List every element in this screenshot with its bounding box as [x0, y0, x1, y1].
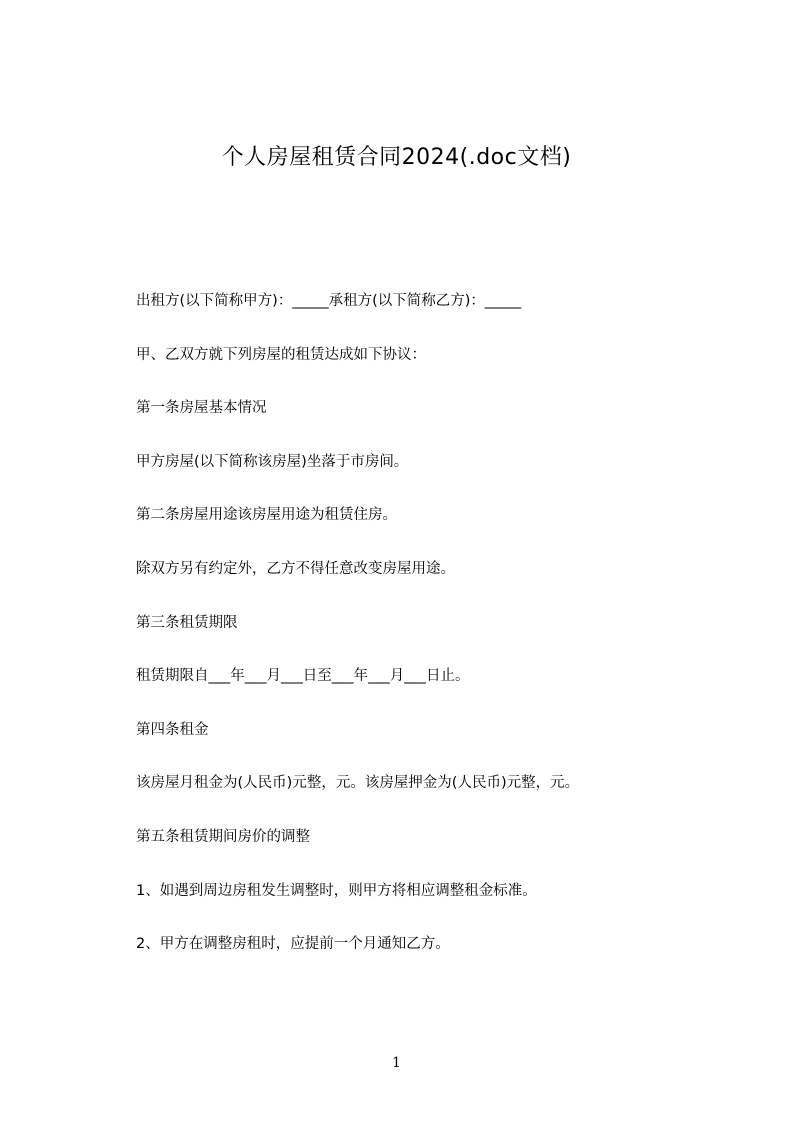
heading-article-5: 第五条租赁期间房价的调整 [136, 828, 310, 845]
document-body [136, 290, 696, 987]
paragraph-lease-term: 租赁期限自___年___月___日至___年___月___日止。 [136, 668, 470, 685]
heading-article-3: 第三条租赁期限 [136, 614, 238, 631]
heading-article-4: 第四条租金 [136, 721, 209, 738]
page-number: 1 [392, 1055, 401, 1071]
document-title: 个人房屋租赁合同2024(.doc文档) [221, 145, 572, 170]
paragraph-agreement-intro: 甲、乙双方就下列房屋的租赁达成如下协议： [136, 346, 426, 363]
paragraph-rent-deposit: 该房屋月租金为(人民币)元整，元。该房屋押金为(人民币)元整，元。 [136, 775, 580, 792]
paragraph-parties: 出租方(以下简称甲方)：_____承租方(以下简称乙方)：_____ [136, 293, 522, 309]
heading-article-1: 第一条房屋基本情况 [136, 400, 267, 417]
paragraph-rent-adjustment-1: 1、如遇到周边房租发生调整时，则甲方将相应调整租金标准。 [136, 882, 537, 899]
paragraph-rent-adjustment-2: 2、甲方在调整房租时，应提前一个月通知乙方。 [136, 936, 450, 953]
paragraph-usage-restriction: 除双方另有约定外，乙方不得任意改变房屋用途。 [136, 560, 455, 577]
paragraph-property-location: 甲方房屋(以下简称该房屋)坐落于市房间。 [136, 453, 409, 470]
heading-article-2: 第二条房屋用途该房屋用途为租赁住房。 [136, 507, 397, 524]
